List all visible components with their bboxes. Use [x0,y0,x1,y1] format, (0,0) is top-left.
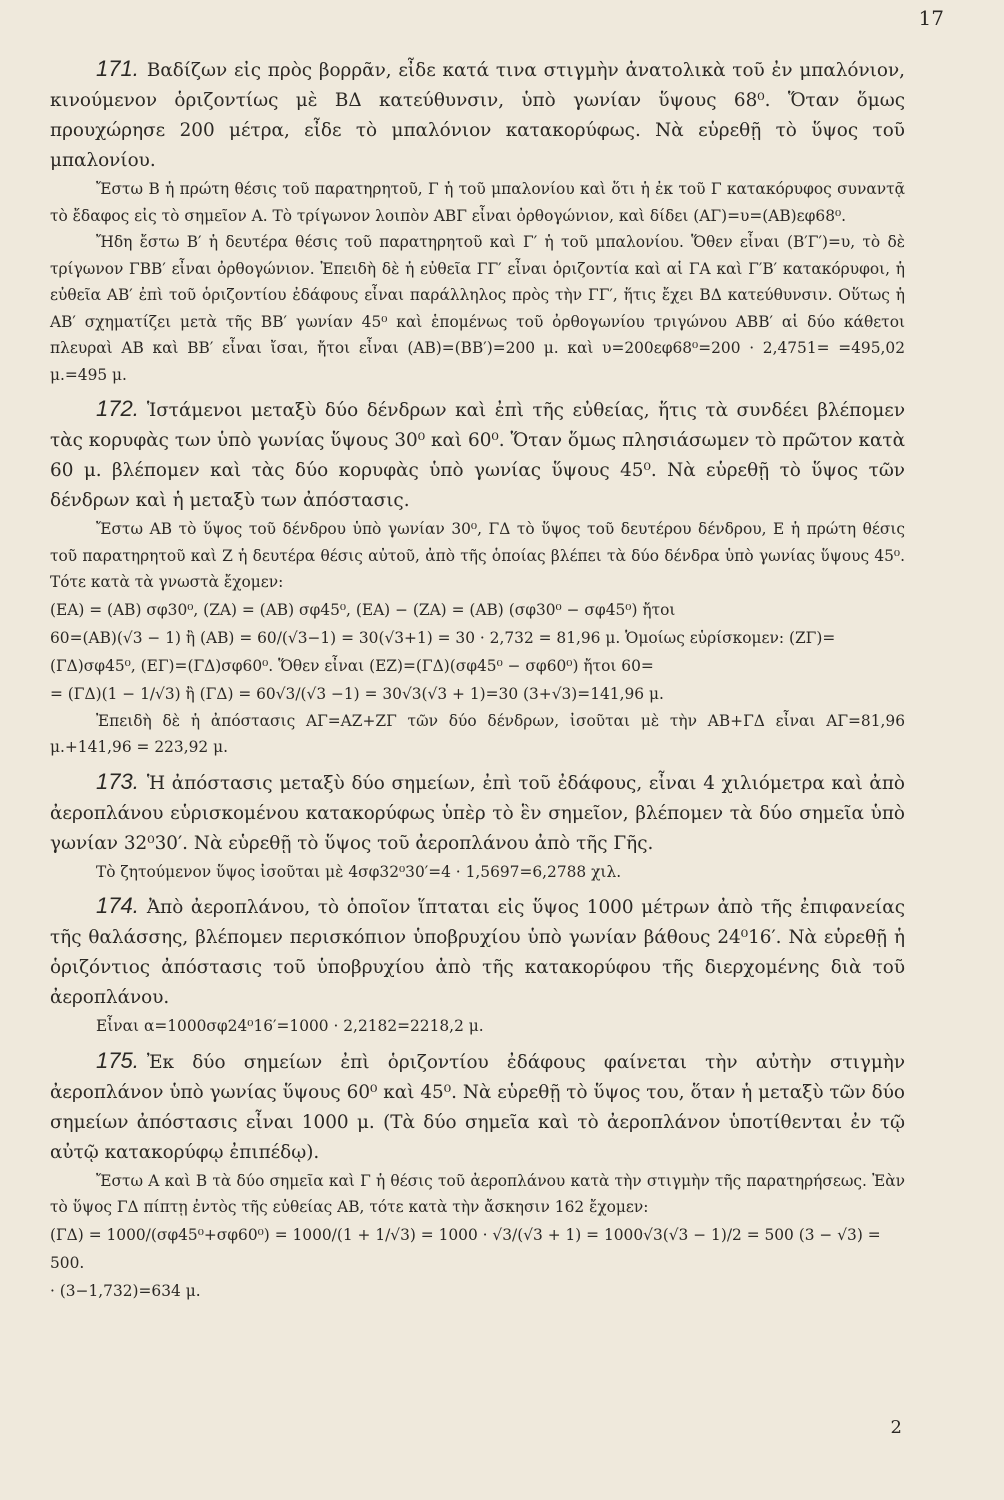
equation-line: (ΕΑ) = (ΑΒ) σφ30⁰, (ΖΑ) = (ΑΒ) σφ45⁰, (ΕΑ) − (ΖΑ) = (ΑΒ) (σφ30⁰ − σφ45⁰) ἤτοι [50,600,676,619]
solution-paragraph [50,1168,905,1221]
solution-paragraph [50,708,905,761]
problem-statement [50,1046,905,1168]
problem-174 [50,891,905,1040]
equation-line: · (3−1,732)=634 μ. [50,1281,201,1300]
solution-paragraph [50,176,905,229]
page-content [50,54,905,1311]
problem-number: 171. [96,56,139,81]
solution-paragraph [50,516,905,596]
problem-statement [50,891,905,1013]
solution-text: Τὸ ζητούμενον ὕψος ἰσοῦται μὲ 4σφ32⁰30′=4 · 1,5697=6,2788 χιλ. [96,862,622,881]
problem-text: Βαδίζων εἰς πρὸς βορρᾶν, εἶδε κατά τινα στιγμὴν ἀνατολικὰ τοῦ ἐν μπαλόνιον, κινούμενον ὁριζοντίως μὲ ΒΔ κατεύθυνσιν, ὑπὸ γωνίαν ὕψους 68⁰. Ὅταν ὅμως προυχώρησε 200 μέτρα, εἶδε τὸ μπαλόνιον κατακορύφως. Νὰ εὑρεθῇ τὸ ὕψος τοῦ μπαλονίου. [50,60,905,171]
problem-text: Ἀπὸ ἀεροπλάνου, τὸ ὁποῖον ἵπταται εἰς ὕψος 1000 μέτρων ἀπὸ τῆς ἐπιφανείας τῆς θαλάσσης, βλέπομεν περισκόπιον ὑποβρυχίου ὑπὸ γωνίαν βάθους 24⁰16′. Νὰ εὑρεθῇ ἡ ὁριζόντιος ἀπόστασις τοῦ ὑποβρυχίου ἀπὸ τῆς κατακορύφου τῆς διερχομένης διὰ τοῦ ἀεροπλάνου. [50,897,905,1008]
problem-173 [50,767,905,886]
solution-text: Ἔστω Β ἡ πρώτη θέσις τοῦ παρατηρητοῦ, Γ ἡ τοῦ μπαλονίου καὶ ὅτι ἡ ἐκ τοῦ Γ κατακόρυφος συναντᾷ τὸ ἔδαφος εἰς τὸ σημεῖον Α. Τὸ τρίγωνον λοιπὸν ΑΒΓ εἶναι ὀρθογώνιον, καὶ δίδει (ΑΓ)=υ=(ΑΒ)εφ68⁰. [50,180,905,225]
problem-text: Ἱστάμενοι μεταξὺ δύο δένδρων καὶ ἐπὶ τῆς εὐθείας, ἥτις τὰ συνδέει βλέπομεν τὰς κορυφὰς των ὑπὸ γωνίας ὕψους 30⁰ καὶ 60⁰. Ὅταν ὅμως πλησιάσωμεν τὸ πρῶτον κατὰ 60 μ. βλέπομεν καὶ τὰς δύο κορυφὰς ὑπὸ γωνίας ὕψους 45⁰. Νὰ εὑρεθῇ τὸ ὕψος τῶν δένδρων καὶ ἡ μεταξὺ των ἀπόστασις. [50,400,905,511]
solution-text: Ἐπειδὴ δὲ ἡ ἀπόστασις ΑΓ=ΑΖ+ΖΓ τῶν δύο δένδρων, ἰσοῦται μὲ τὴν ΑΒ+ΓΔ εἶναι ΑΓ=81,96 μ.+141,96 = 223,92 μ. [50,711,905,756]
problem-number: 175. [96,1047,139,1073]
equation-line: (ΓΔ) = 1000/(σφ45⁰+σφ60⁰) = 1000/(1 + 1/√3) = 1000 · √3/(√3 + 1) = 1000√3(√3 − 1)/2 = 500 (3 − √3) = 500. [50,1225,881,1272]
solution-paragraph [50,1013,905,1040]
problem-171 [50,54,905,388]
solution-text: Ἤδη ἔστω Β′ ἡ δευτέρα θέσις τοῦ παρατηρητοῦ καὶ Γ′ ἡ τοῦ μπαλονίου. Ὅθεν εἶναι (Β′Γ′)=υ, τὸ δὲ τρίγωνον ΓΒΒ′ εἶναι ὀρθογώνιον. Ἐπειδὴ δὲ ἡ εὐθεῖα ΓΓ′ εἶναι ὁριζοντία καὶ αἱ ΓΑ καὶ Γ′Β′ κατακόρυφοι, ἡ εὐθεῖα ΑΒ′ ἐπὶ τοῦ ὁριζοντίου ἐδάφους εἶναι παράλληλος πρὸς τὴν ΓΓ′, ἥτις ἔχει ΒΔ κατεύθυνσιν. Οὕτως ἡ ΑΒ′ σχηματίζει μετὰ τῆς ΒΒ′ γωνίαν 45⁰ καὶ ἑπομένως τοῦ ὀρθογωνίου τριγώνου ΑΒΒ′ αἱ δύο κάθετοι πλευραὶ ΑΒ καὶ ΒΒ′ εἶναι ἴσαι, ἤτοι εἶναι (ΑΒ)=(ΒΒ′)=200 μ. καὶ υ=200εφ68⁰=200 · 2,4751= =495,02 μ.=495 μ. [50,233,905,384]
problem-number: 172. [96,396,139,421]
problem-statement [50,54,905,176]
page-number: 17 [918,6,944,30]
problem-statement [50,394,905,516]
equation-line: 60=(ΑΒ)(√3 − 1) ἢ (ΑΒ) = 60/(√3−1) = 30(√3+1) = 30 · 2,732 = 81,96 μ. Ὁμοίως εὑρίσκομεν: (ΖΓ)=(ΓΔ)σφ45⁰, (ΕΓ)=(ΓΔ)σφ60⁰. Ὅθεν εἶναι (ΕΖ)=(ΓΔ)(σφ45⁰ − σφ60⁰) ἤτοι 60= [50,628,836,675]
solution-text: Ἔστω Α καὶ Β τὰ δύο σημεῖα καὶ Γ ἡ θέσις τοῦ ἀεροπλάνου κατὰ τὴν στιγμὴν τῆς παρατηρήσεως. Ἐὰν τὸ ὕψος ΓΔ πίπτῃ ἐντὸς τῆς εὐθείας ΑΒ, τότε κατὰ τὴν ἄσκησιν 162 ἔχομεν: [50,1171,905,1216]
problem-text: Ἐκ δύο σημείων ἐπὶ ὁριζοντίου ἐδάφους φαίνεται τὴν αὐτὴν στιγμὴν ἀεροπλάνον ὑπὸ γωνίας ὕψους 60⁰ καὶ 45⁰. Νὰ εὑρεθῇ τὸ ὕψος του, ὅταν ἡ μεταξὺ τῶν δύο σημείων ἀπόστασις εἶναι 1000 μ. (Τὰ δύο σημεῖα καὶ τὸ ἀεροπλάνον ὑποτίθενται ἐν τῷ αὐτῷ κατακορύφῳ ἐπιπέδῳ). [50,1051,905,1163]
problem-statement [50,767,905,859]
solution-text: Ἔστω ΑΒ τὸ ὕψος τοῦ δένδρου ὑπὸ γωνίαν 30⁰, ΓΔ τὸ ὕψος τοῦ δευτέρου δένδρου, Ε ἡ πρώτη θέσις τοῦ παρατηρητοῦ καὶ Ζ ἡ δευτέρα θέσις αὐτοῦ, ἀπὸ τῆς ὁποίας βλέπει τὰ δύο δένδρα ὑπὸ γωνίας ὕψους 45⁰. Τότε κατὰ τὰ γνωστὰ ἔχομεν: [50,520,905,591]
problem-175 [50,1046,905,1305]
equation-line: = (ΓΔ)(1 − 1/√3) ἢ (ΓΔ) = 60√3/(√3 −1) = 30√3(√3 + 1)=30 (3+√3)=141,96 μ. [50,684,664,703]
solution-text: Εἶναι α=1000σφ24⁰16′=1000 · 2,2182=2218,2 μ. [96,1017,484,1035]
problem-text: Ἡ ἀπόστασις μεταξὺ δύο σημείων, ἐπὶ τοῦ ἐδάφους, εἶναι 4 χιλιόμετρα καὶ ἀπὸ ἀεροπλάνου εὑρισκομένου κατακορύφως ὑπὲρ τὸ ἓν σημεῖον, βλέπομεν τὰ δύο σημεῖα ὑπὸ γωνίαν 32⁰30′. Νὰ εὑρεθῇ τὸ ὕψος τοῦ ἀεροπλάνου ἀπὸ τῆς Γῆς. [50,772,905,854]
solution-paragraph [50,229,905,388]
signature-mark: 2 [890,1417,902,1438]
problem-172 [50,394,905,761]
problem-number: 174. [96,893,139,918]
problem-number: 173. [96,768,139,794]
solution-paragraph [50,859,905,886]
